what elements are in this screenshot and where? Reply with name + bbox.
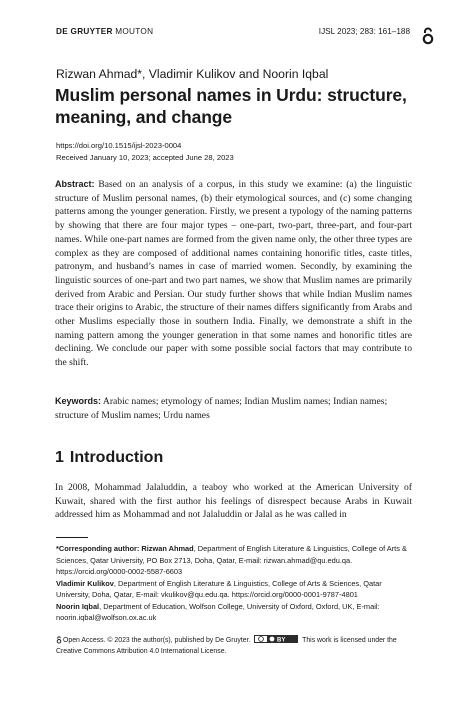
section-heading-introduction xyxy=(55,449,163,467)
keywords-text: Arabic names; etymology of names; Indian Muslim names; Indian names; structure of Muslim names; Urdu names xyxy=(55,396,388,421)
introduction-paragraph: In 2008, Mohammad Jalaluddin, a teaboy who worked at the American University of Kuwait, shared with the first author his feelings of disrespect because Arabs in Kuwait addressed him as Mohammad and not Jalaluddin or Jalal as he was called in xyxy=(55,482,412,521)
open-access-icon xyxy=(421,27,435,45)
journal-reference: IJSL 2023; 283: 161–188 xyxy=(318,27,410,36)
article-title-line-1: Muslim personal names in Urdu: structure, xyxy=(55,85,407,105)
footnote-divider xyxy=(56,537,88,538)
abstract-text: Based on an analysis of a corpus, in this study we examine: (a) the linguistic structure of Muslim personal names, (b) their etymological sources, and (c) some changing patterns among the younger generation. Firstly, we present a typology of the naming patterns by showing that there are four major types – one-part, two-part, three-part, and four-part names. While one-part names are formed from the given name only, the other three types are complex as they are composed of additional names containing honorific titles, caste titles, patronym, and husband’s names in case of married women. Secondly, by examining the linguistic sources of one-part and two part names, we show that Muslim names are primarily derived from Arabic and Persian. Our study further shows that while Indian Muslim names trace their origins to Arabic, the structure of their names differs significantly from Arabs and other Muslims especially those in southern India. Finally, we demonstrate a shift in the naming pattern among the younger generation in that some names and honorific titles are declining. We conclude our paper with some possible social factors that may contribute to the shift. xyxy=(55,179,412,369)
section-title: Introduction xyxy=(69,449,164,466)
publisher-name xyxy=(56,27,153,36)
iqbal-details: , Department of Education, Wolfson College, University of Oxford, Oxford, UK, E-mail: noorin.iqbal@wolfson.ox.ac.uk xyxy=(56,601,380,622)
publisher-name-bold: DE GRUYTER xyxy=(56,27,113,36)
running-header xyxy=(56,27,410,39)
footnote-corresponding-author xyxy=(56,543,416,578)
iqbal-name: Noorin Iqbal xyxy=(56,601,100,611)
footnote-iqbal xyxy=(56,601,416,624)
license-text-before: Open Access. © 2023 the author(s), published by De Gruyter. xyxy=(63,637,251,644)
article-metadata xyxy=(56,140,234,164)
abstract-label: Abstract: xyxy=(55,179,95,189)
section-number: 1 xyxy=(55,449,64,466)
author-list: Rizwan Ahmad*, Vladimir Kulikov and Noorin Iqbal xyxy=(56,67,329,81)
publisher-name-light: MOUTON xyxy=(115,27,154,36)
author-footnotes xyxy=(56,543,416,624)
cc-by-badge-icon[interactable] xyxy=(254,635,298,643)
kulikov-details: , Department of English Literature & Linguistics, College of Arts & Sciences, Qatar University, Doha, Qatar, E-mail: vkulikov@qu.edu.qa. https://orcid.org/0000-0001-9787-4801 xyxy=(56,578,382,599)
received-accepted-dates: Received January 10, 2023; accepted June 28, 2023 xyxy=(56,153,234,162)
corresponding-author-details: , Department of English Literature & Linguistics, College of Arts & Sciences, Qatar University, PO Box 2713, Doha, Qatar, E-mail: rizwan.ahmad@qu.edu.qa. https://orcid.org/0000-0002-5587-6603 xyxy=(56,544,407,576)
keywords-label: Keywords: xyxy=(55,396,102,406)
kulikov-name: Vladimir Kulikov xyxy=(56,578,114,588)
abstract xyxy=(55,178,412,370)
keywords xyxy=(55,395,412,422)
footnote-kulikov xyxy=(56,578,416,601)
open-access-small-icon xyxy=(56,636,62,644)
doi-link[interactable]: https://doi.org/10.1515/ijsl-2023-0004 xyxy=(56,141,182,150)
article-title xyxy=(55,84,425,128)
corresponding-author-label: *Corresponding author: Rizwan Ahmad xyxy=(56,544,194,553)
license-text-after: This work is licensed under the Creative Commons Attribution 4.0 International License. xyxy=(56,637,397,655)
license-notice xyxy=(56,635,418,657)
cc-badge-label: BY xyxy=(277,637,286,643)
article-title-line-2: meaning, and change xyxy=(55,107,233,127)
